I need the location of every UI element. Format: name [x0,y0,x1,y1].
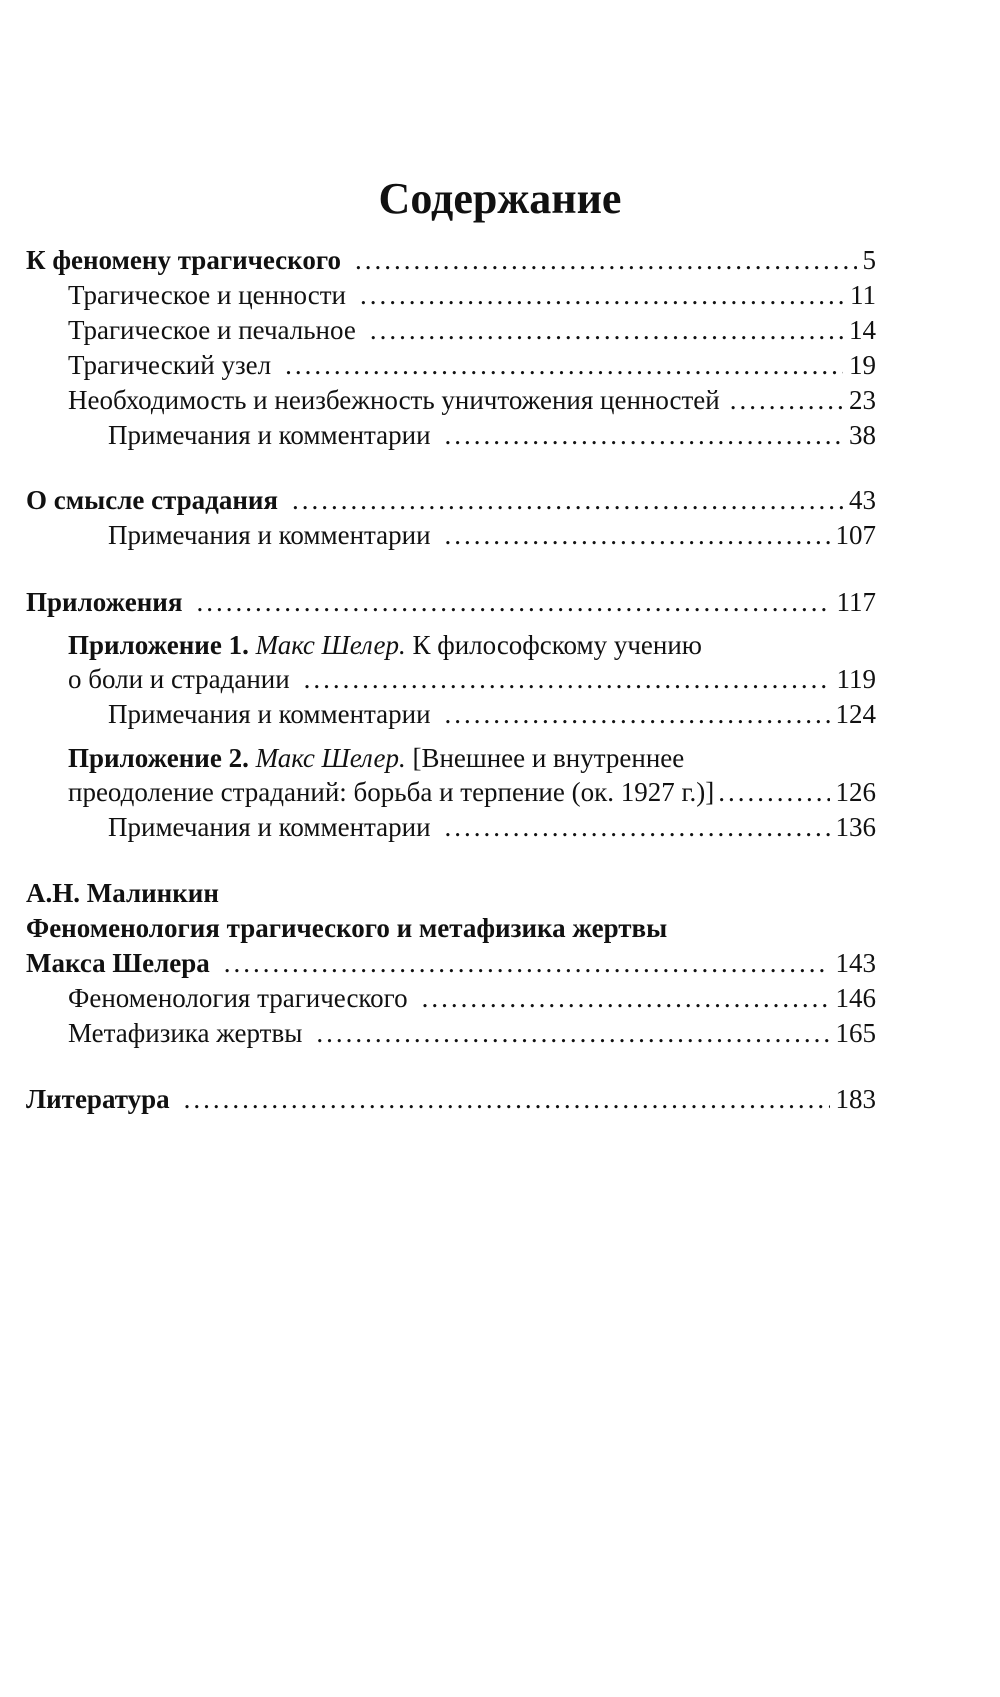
toc-page-number: 14 [849,315,876,345]
toc-page-number: 126 [835,777,876,807]
toc-entry-notes[interactable] [108,518,876,552]
dot-leader [196,585,830,619]
toc-page-number: 143 [835,948,876,978]
dot-leader [316,1016,829,1050]
toc-entry-title: Макса Шелера [26,948,210,978]
dot-leader [445,810,830,844]
essay-author: А.Н. Малинкин [26,878,219,908]
appendix-1-heading[interactable] [68,628,702,662]
toc-entry-title: Литература [26,1084,170,1114]
toc-page-number: 165 [835,1018,876,1048]
toc-entry-title: Примечания и комментарии [108,520,431,550]
toc-page-number: 11 [850,280,876,310]
toc-entry-appendix-2[interactable] [68,775,876,809]
toc-page-number: 5 [862,245,876,275]
dot-leader [285,348,843,382]
toc-entry[interactable] [68,348,876,382]
toc-entry-notes[interactable] [108,697,876,731]
toc-entry-appendix-1[interactable] [68,662,876,696]
appendix-label: Приложение 2. [68,743,249,773]
toc-entry-title: Метафизика жертвы [68,1018,303,1048]
dot-leader [730,383,843,417]
toc-page-number: 117 [836,587,876,617]
toc-entry-section-3[interactable] [26,585,876,619]
dot-leader [718,775,829,809]
toc-entry-title: Примечания и комментарии [108,699,431,729]
toc-entry-title: К феномену трагического [26,245,341,275]
essay-title-line[interactable]: Феноменология трагического и метафизика жертвы [26,913,668,943]
toc-entry-title: Приложения [26,587,183,617]
toc-entry[interactable] [68,278,876,312]
toc-entry[interactable] [68,1016,876,1050]
toc-page-number: 43 [849,485,876,515]
toc-entry-title: О смысле страдания [26,485,279,515]
toc-entry-notes[interactable] [108,810,876,844]
appendix-title: К философскому учению [412,630,702,660]
appendix-author: Макс Шелер. [255,630,406,660]
toc-page-number: 19 [849,350,876,380]
toc-page-number: 107 [835,520,876,550]
toc-entry-title: о боли и страдании [68,664,290,694]
toc-page-number: 136 [835,812,876,842]
toc-entry[interactable] [68,981,876,1015]
toc-entry-notes[interactable] [108,418,876,452]
dot-leader [370,313,843,347]
toc-page-number: 124 [835,699,876,729]
toc-page-number: 38 [849,420,876,450]
toc-entry-section-2[interactable] [26,483,876,517]
toc-entry-title: Трагический узел [68,350,272,380]
toc-entry-section-1[interactable] [26,243,876,277]
dot-leader [355,243,857,277]
appendix-2-heading[interactable] [68,741,684,775]
dot-leader [292,483,843,517]
toc-entry-title: преодоление страданий: борьба и терпение (ок. 1927 г.)] [68,777,715,807]
toc-page-number: 183 [835,1084,876,1114]
toc-entry-title: Трагическое и печальное [68,315,356,345]
toc-entry[interactable] [68,383,876,417]
dot-leader [304,662,831,696]
appendix-title: [Внешнее и внутреннее [412,743,685,773]
appendix-label: Приложение 1. [68,630,249,660]
dot-leader [184,1082,830,1116]
toc-page-number: 23 [849,385,876,415]
toc-entry-title: Примечания и комментарии [108,420,431,450]
toc-entry-title: Трагическое и ценности [68,280,346,310]
toc-entry-section-5[interactable] [26,1082,876,1116]
dot-leader [360,278,844,312]
toc-page-number: 119 [836,664,876,694]
page-title: Содержание [378,174,622,223]
toc-entry-section-4[interactable] [26,946,876,980]
dot-leader [445,418,843,452]
toc-entry[interactable] [68,313,876,347]
toc-entry-title: Необходимость и неизбежность уничтожения ценностей [68,385,720,415]
dot-leader [445,697,830,731]
appendix-author: Макс Шелер. [255,743,406,773]
dot-leader [224,946,830,980]
toc-page-number: 146 [835,983,876,1013]
toc-entry-title: Феноменология трагического [68,983,408,1013]
toc-entry-title: Примечания и комментарии [108,812,431,842]
dot-leader [445,518,830,552]
dot-leader [422,981,830,1015]
